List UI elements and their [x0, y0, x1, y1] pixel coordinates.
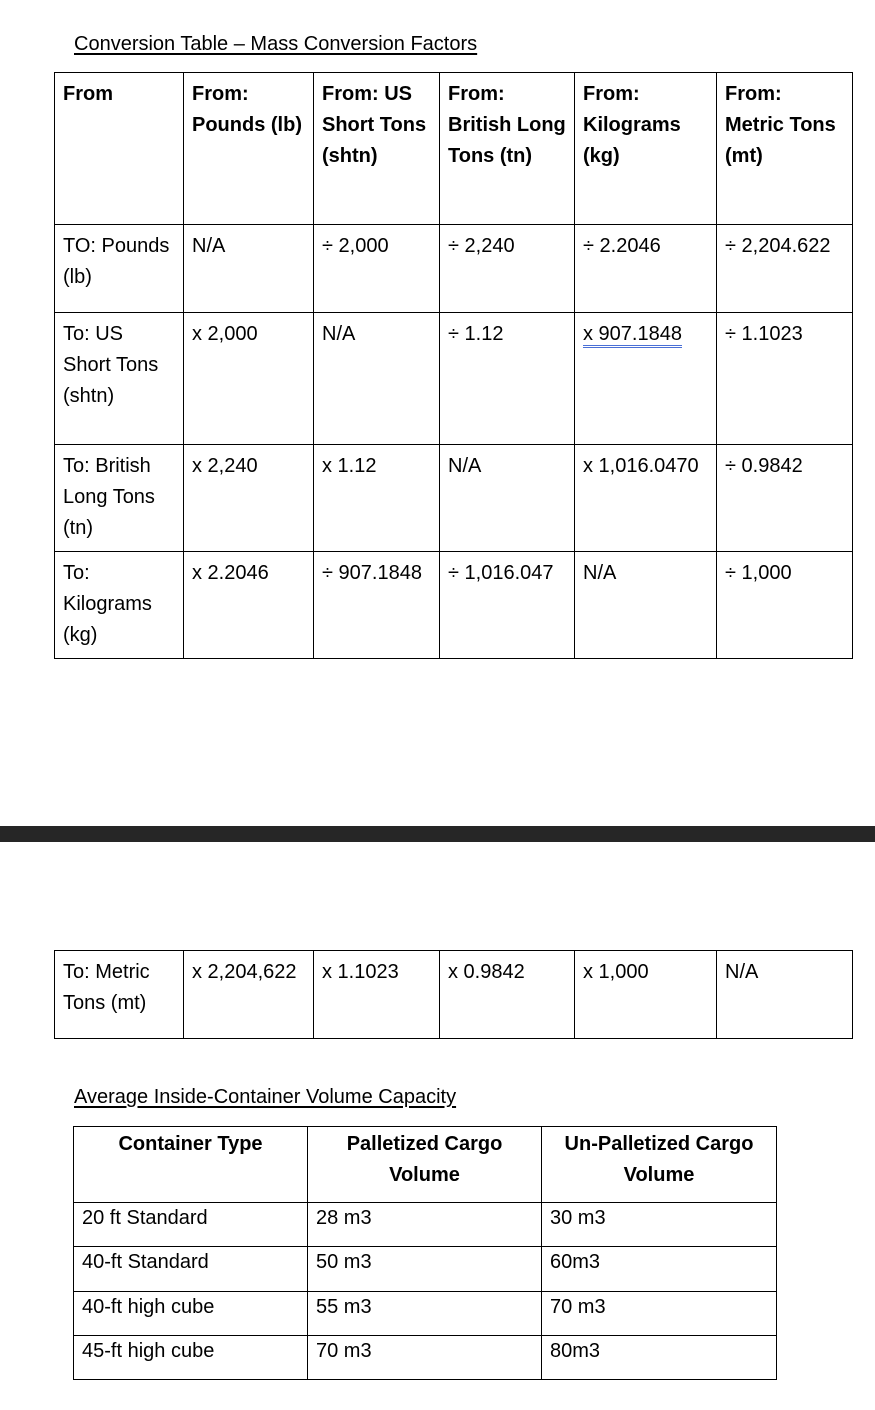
table-cell: ÷ 0.9842 [717, 445, 853, 552]
volume-table-title: Average Inside-Container Volume Capacity [74, 1086, 457, 1108]
table-cell: ÷ 1.1023 [717, 313, 853, 445]
table-row [74, 1292, 777, 1336]
table-cell: x 2.2046 [184, 552, 314, 659]
header-cell: From: Kilograms (kg) [575, 73, 717, 225]
table-cell: x 1.12 [314, 445, 440, 552]
table-row [55, 445, 853, 552]
row-label-cell: To: US Short Tons (shtn) [55, 313, 184, 445]
table-cell: x 2,204,622 [184, 951, 314, 1039]
table-cell: 40-ft Standard [74, 1247, 308, 1292]
table-cell: x 0.9842 [440, 951, 575, 1039]
row-label-cell: TO: Pounds (lb) [55, 225, 184, 313]
table-row [55, 552, 853, 659]
table-cell: ÷ 2,204.622 [717, 225, 853, 313]
table-cell: ÷ 1,000 [717, 552, 853, 659]
header-cell: Un-Palletized Cargo Volume [542, 1127, 777, 1203]
table-cell: N/A [314, 313, 440, 445]
table-cell: x 1.1023 [314, 951, 440, 1039]
table-row [74, 1203, 777, 1247]
mass-conversion-table [54, 72, 853, 659]
table-row [55, 313, 853, 445]
table-cell: x 2,000 [184, 313, 314, 445]
table-cell: 40-ft high cube [74, 1292, 308, 1336]
table-cell: ÷ 1,016.047 [440, 552, 575, 659]
table-header-row [55, 73, 853, 225]
table-header-row [74, 1127, 777, 1203]
table-cell: ÷ 2,240 [440, 225, 575, 313]
table-cell: x 1,000 [575, 951, 717, 1039]
table-cell: 70 m3 [542, 1292, 777, 1336]
table-cell: N/A [184, 225, 314, 313]
table-cell: 45-ft high cube [74, 1336, 308, 1380]
header-cell: From: Metric Tons (mt) [717, 73, 853, 225]
table-cell: N/A [440, 445, 575, 552]
table-cell: x 2,240 [184, 445, 314, 552]
table-cell: x 1,016.0470 [575, 445, 717, 552]
header-cell: From: US Short Tons (shtn) [314, 73, 440, 225]
table-cell: N/A [575, 552, 717, 659]
container-volume-table [73, 1126, 777, 1380]
cell-value: x 907.1848 [583, 323, 682, 348]
table-cell: ÷ 907.1848 [314, 552, 440, 659]
row-label-cell: To: Kilograms (kg) [55, 552, 184, 659]
row-label-cell: To: British Long Tons (tn) [55, 445, 184, 552]
table-cell: ÷ 1.12 [440, 313, 575, 445]
table-row [55, 225, 853, 313]
header-cell: From: British Long Tons (tn) [440, 73, 575, 225]
table-row [74, 1336, 777, 1380]
header-cell: From: Pounds (lb) [184, 73, 314, 225]
table-cell: ÷ 2.2046 [575, 225, 717, 313]
table-row [74, 1247, 777, 1292]
table-cell [575, 313, 717, 445]
table-cell: 28 m3 [308, 1203, 542, 1247]
mass-table-title: Conversion Table – Mass Conversion Factors [74, 33, 478, 55]
header-cell: From [55, 73, 184, 225]
table-cell: 20 ft Standard [74, 1203, 308, 1247]
table-row [55, 951, 853, 1039]
table-cell: 70 m3 [308, 1336, 542, 1380]
row-label-cell: To: Metric Tons (mt) [55, 951, 184, 1039]
mass-conversion-table-continued [54, 950, 853, 1039]
table-cell: ÷ 2,000 [314, 225, 440, 313]
header-cell: Palletized Cargo Volume [308, 1127, 542, 1203]
table-cell: 55 m3 [308, 1292, 542, 1336]
page-divider [0, 826, 875, 842]
header-cell: Container Type [74, 1127, 308, 1203]
table-cell: 50 m3 [308, 1247, 542, 1292]
table-cell: 30 m3 [542, 1203, 777, 1247]
table-cell: 80m3 [542, 1336, 777, 1380]
table-cell: 60m3 [542, 1247, 777, 1292]
table-cell: N/A [717, 951, 853, 1039]
